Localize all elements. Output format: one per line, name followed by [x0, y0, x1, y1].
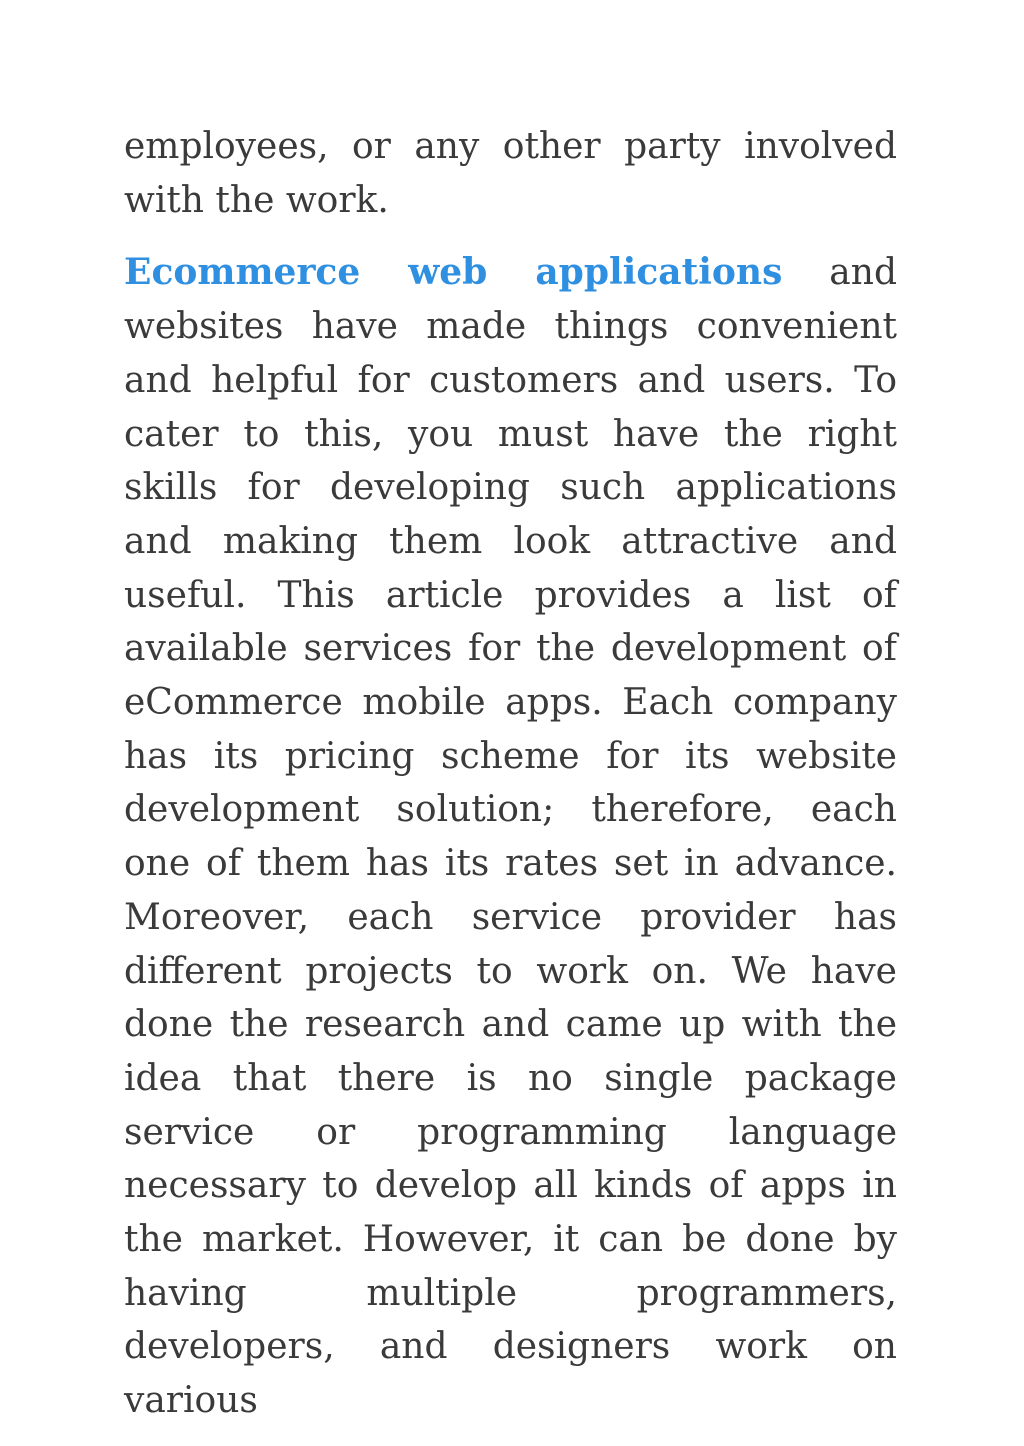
paragraph-2 [124, 246, 897, 1427]
paragraph-1-text: employees, or any other party involved with the work. [124, 126, 897, 221]
paragraph-1 [124, 120, 897, 227]
paragraph-2-text: and websites have made things convenient and helpful for customers and users. To cater to this, you must have the right skills for developing such applications and making them look attractive and useful. This article provides a list of available services for the development of eCommerce mobile apps. Each company has its pricing scheme for its website development solution; therefore, each one of them has its rates set in advance. Moreover, each service provider has different projects to work on. We have done the research and came up with the idea that there is no single package service or programming language necessary to develop all kinds of apps in the market. However, it can be done by having multiple programmers, developers, and designers work on various [124, 252, 897, 1422]
ecommerce-web-applications-link[interactable]: Ecommerce web applications [124, 251, 783, 294]
document-body [124, 120, 897, 1428]
